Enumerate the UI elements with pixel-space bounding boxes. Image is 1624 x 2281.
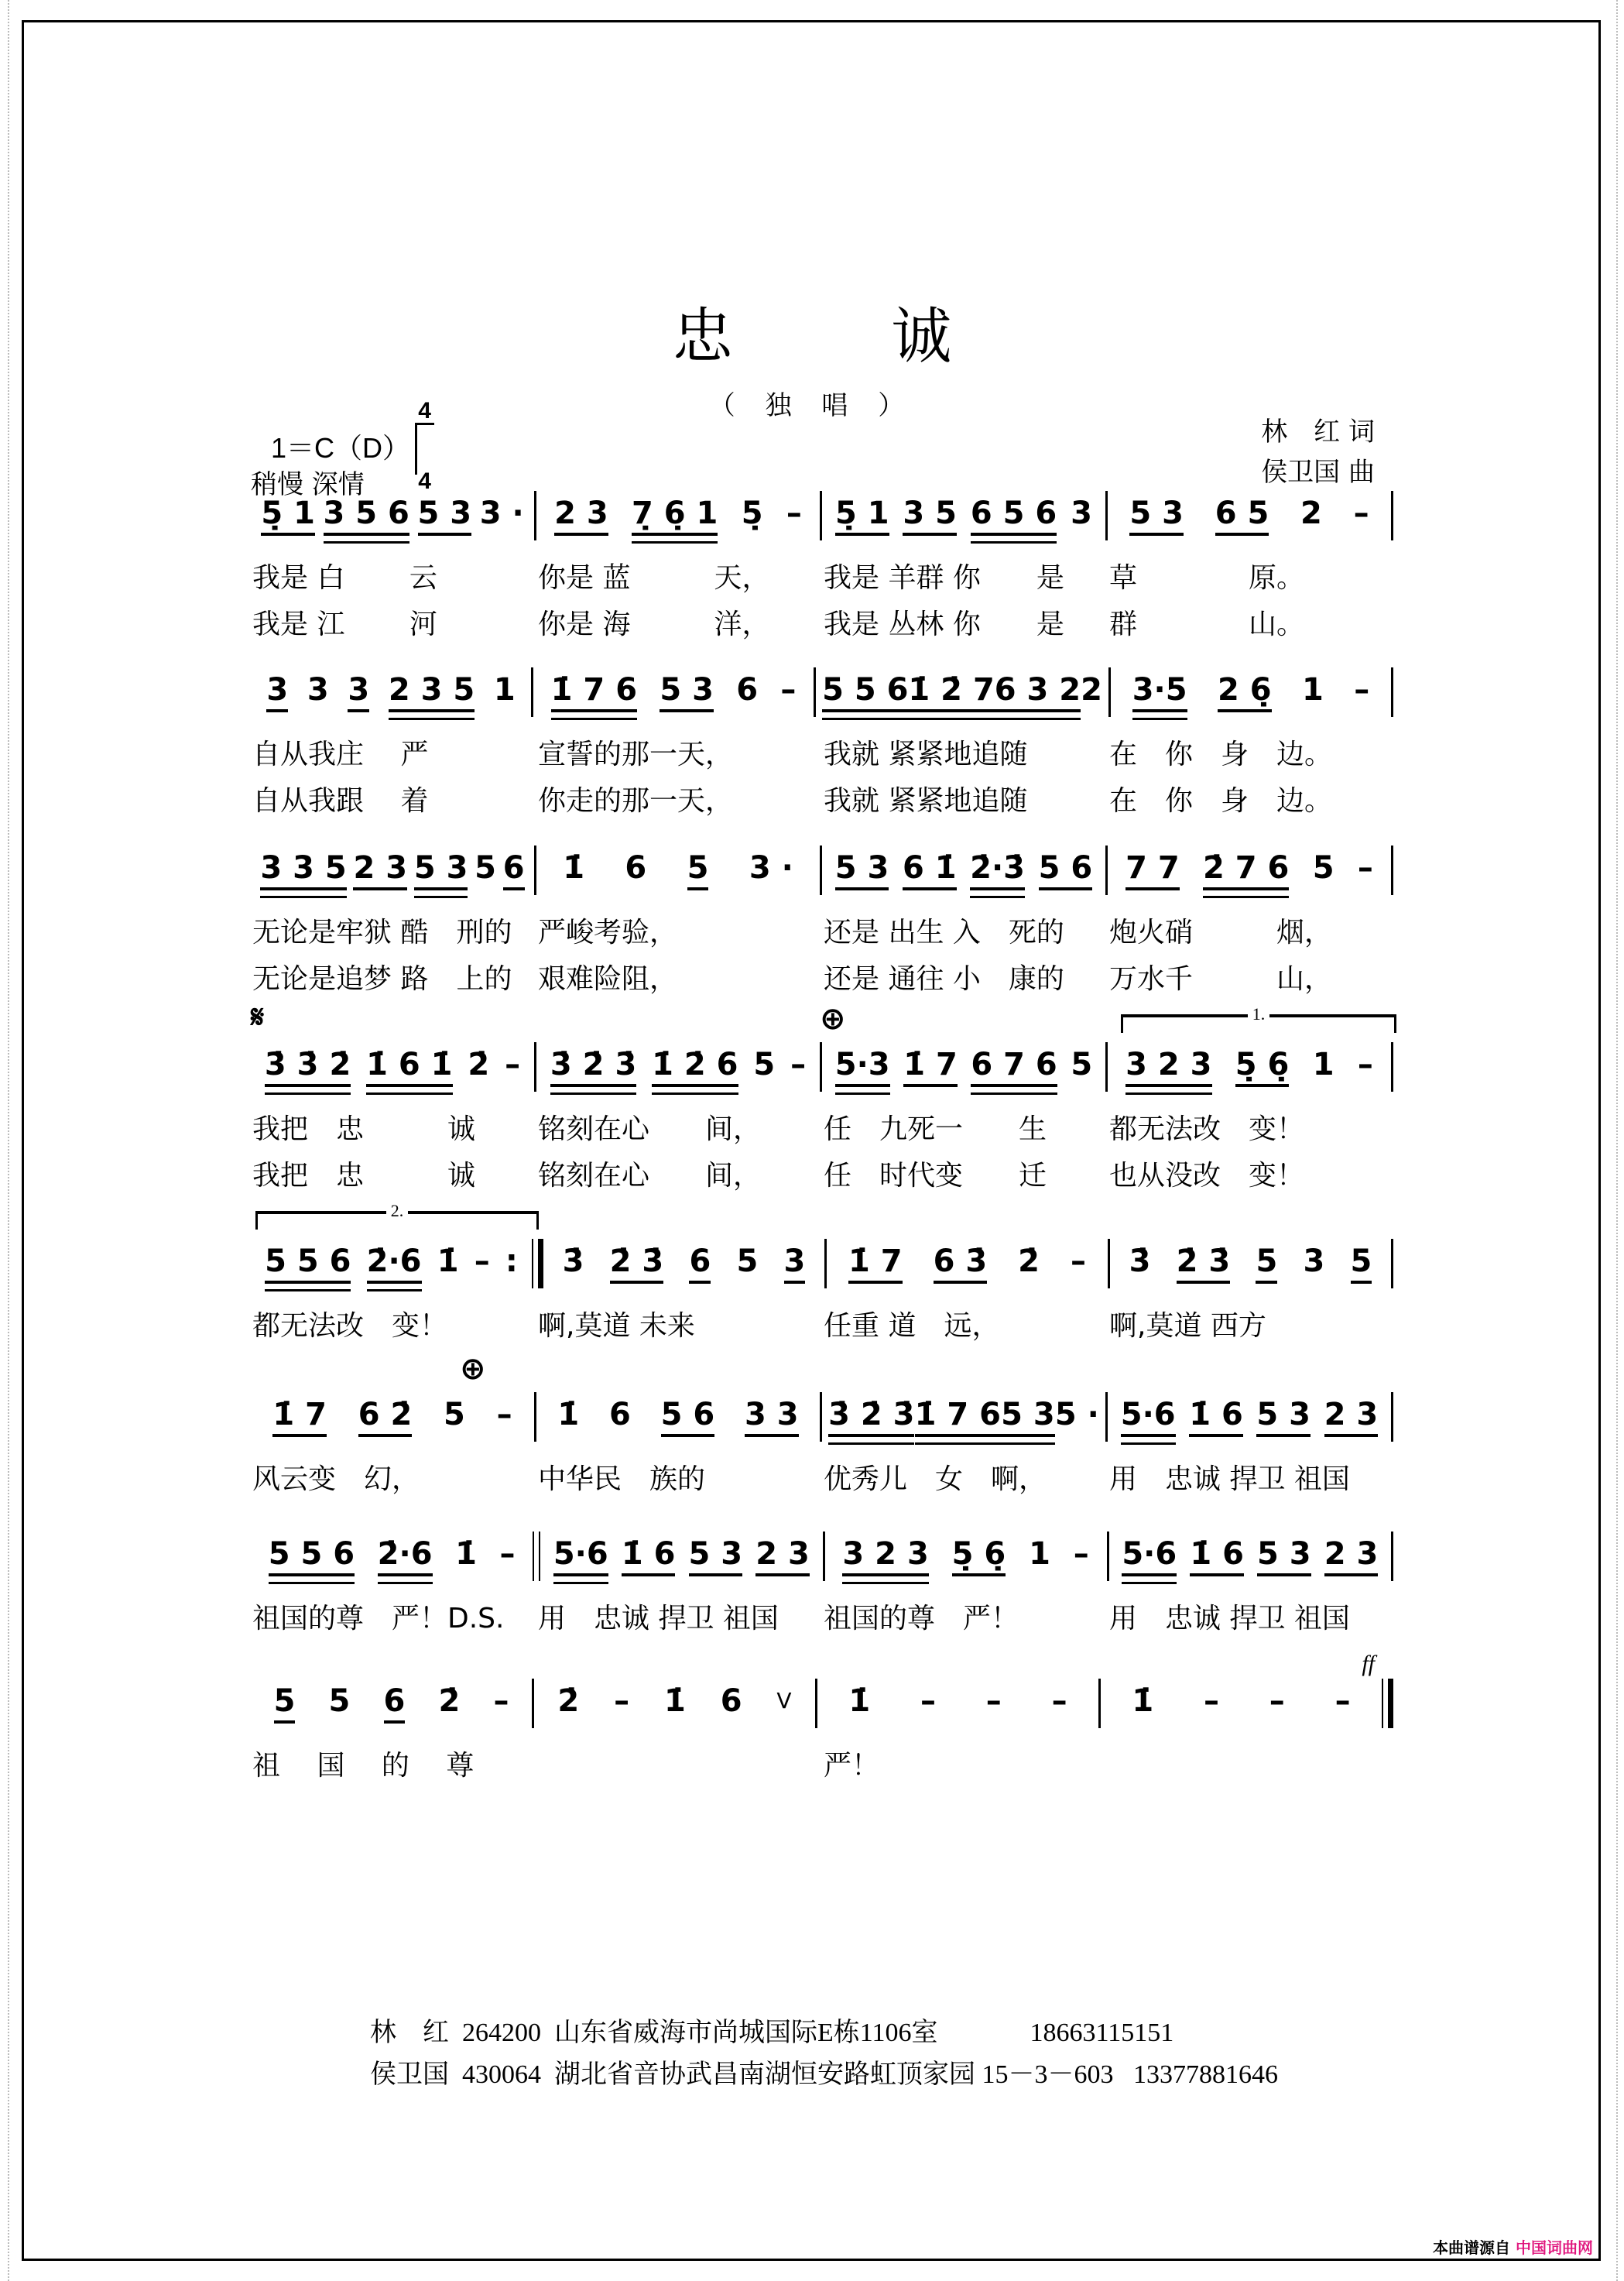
note-group: 6 7 6 [971, 1047, 1057, 1087]
note-group: – [1357, 850, 1373, 886]
lyric-segment: 草 原。 [1109, 562, 1305, 594]
note-group: 1 [1029, 1536, 1050, 1572]
measure [533, 672, 814, 712]
note-group: 5 [274, 1683, 296, 1724]
note-group: 1̇ [437, 1243, 459, 1279]
note-group: 2 3 [1324, 1397, 1379, 1437]
note-group: 1̇ 6 [1190, 1536, 1244, 1576]
note-group: – [474, 1243, 490, 1279]
lyrics-verse-1 [251, 917, 1393, 949]
lyric-segment: 我把 忠 诚 [252, 1160, 476, 1192]
note-group: 5 3 [418, 496, 472, 536]
measure [1108, 496, 1391, 536]
measure [543, 1243, 824, 1284]
note-group: 3̇ [1129, 1243, 1151, 1279]
note-group: 5 3 [1257, 1536, 1311, 1576]
note-group: 2 3 [1324, 1536, 1379, 1576]
note-group: – [985, 1683, 1002, 1719]
note-group: 5̣ 6̣ [1235, 1047, 1290, 1087]
note-group: 5 [1351, 1243, 1372, 1284]
lyric-segment: 宣誓的那一天， [538, 739, 734, 770]
note-group: 2 6̣ [1218, 672, 1272, 712]
note-group: 1̇ 7 6 [915, 1397, 1001, 1437]
bar-line [1391, 1532, 1393, 1581]
score-row [251, 1651, 1393, 1782]
lyrics-verse-1 [251, 562, 1393, 595]
note-group: 6 3 2 [995, 672, 1081, 712]
measure [1111, 672, 1391, 712]
note-group: 5 [736, 1243, 759, 1279]
notes-line [251, 836, 1393, 890]
note-group: 3 [266, 672, 288, 712]
footer-line-2: 侯卫国 430064 湖北省音协武昌南湖恒安路虹顶家园 15－3－603 13377881646 [370, 2060, 1278, 2089]
note-group: 2̇·6 [367, 1243, 422, 1284]
lyric-segment: 我把 忠 诚 [252, 1113, 476, 1145]
note-group: 2̇ 3̇ [1177, 1243, 1231, 1284]
note-group: 5 3 [1001, 1397, 1055, 1437]
measure [540, 1536, 822, 1576]
score-row [251, 1522, 1393, 1635]
note-group: 1̇ [1132, 1683, 1154, 1719]
note-group: 6 [503, 850, 525, 890]
notes-line [251, 658, 1393, 712]
note-group: 5 3 [689, 1536, 743, 1576]
measure [536, 1047, 820, 1087]
lyric-segment: 任重 道 远， [824, 1310, 1000, 1342]
measure [1108, 850, 1391, 890]
note-group: 5·6 [1121, 1397, 1176, 1437]
note-group: 2̇ [468, 1047, 490, 1082]
note-group: 3̇ [562, 1243, 584, 1279]
lyric-segment: 任 时代变 迁 [824, 1160, 1047, 1192]
song-subtitle: （ 独 唱 ） [708, 390, 916, 421]
note-group: – [786, 496, 802, 531]
note-group: 6 [384, 1683, 406, 1724]
note-group: 6 [609, 1397, 631, 1432]
note-group: 5 3 [1129, 496, 1184, 536]
note-group: 5 [753, 1047, 776, 1082]
note-group: 5 5 6 [265, 1243, 351, 1284]
lyric-segment: 铭刻在心 间， [538, 1113, 762, 1145]
note-group: 3 5 6 [324, 496, 409, 536]
note-group: 6 [720, 1683, 742, 1719]
lyrics-verse-2 [251, 785, 1393, 818]
measure [822, 1397, 1105, 1437]
lyric-segment: 中华民 族的 [538, 1463, 706, 1495]
note-group: 6 5 6 [971, 496, 1057, 536]
measure [534, 1683, 815, 1724]
note-group: – [1070, 1243, 1086, 1279]
bar-line [1391, 1239, 1393, 1288]
lyric-segment: 用 忠诚 捍卫 祖国 [538, 1603, 779, 1634]
note-group: – [1334, 1683, 1351, 1719]
note-group: – [614, 1683, 630, 1719]
measure [1108, 1047, 1391, 1087]
note-group: 1 [1312, 1047, 1334, 1082]
lyric-segment [1108, 1750, 1393, 1782]
measure [825, 1536, 1107, 1576]
note-group: 1̇ [455, 1536, 477, 1572]
bar-line [1391, 667, 1393, 717]
song-title: 忠 诚 [672, 302, 1022, 372]
note-group: 3 [1071, 496, 1092, 531]
note-group: 1̇ 6 1̇ [366, 1047, 452, 1087]
lyric-segment: 自从我庄 严 [252, 739, 429, 770]
lyrics-verse-2 [251, 1160, 1393, 1192]
watermark-site: 中国词曲网 [1516, 2238, 1593, 2257]
note-group: 5̣ 1 [261, 496, 315, 536]
measure [822, 496, 1105, 536]
note-group: V [776, 1688, 792, 1713]
lyrics-verse-1 [251, 1310, 1393, 1343]
score-row [251, 1000, 1393, 1192]
volta-bracket [255, 1201, 539, 1230]
note-group: 5 [444, 1397, 465, 1432]
note-group: – [505, 1047, 521, 1082]
note-group: 1̇ [848, 1683, 871, 1719]
note-group: 1̇ 2̇ 7 [908, 672, 994, 712]
note-group: 3 [1303, 1243, 1325, 1279]
coda-sign: ⊕ [460, 1351, 486, 1387]
lyric-segment: 还是 通往 小 康的 [824, 963, 1064, 995]
note-group: 3 · [479, 496, 524, 531]
lyrics-verse-1 [251, 1750, 1393, 1782]
note-group: 2 3 [755, 1536, 810, 1576]
note-group: – [499, 1536, 516, 1572]
note-group: 5̣ [741, 496, 763, 531]
measure [1108, 1397, 1391, 1437]
note-group: 7̣ 6̣ 1 [632, 496, 718, 536]
key-label: 1＝C（D） [271, 432, 411, 464]
note-group: 2 3 [554, 496, 608, 536]
lyric-segment: 祖国的尊 严！D.S. [252, 1603, 505, 1634]
lyric-segment: 优秀儿 女 啊， [824, 1463, 1047, 1495]
volta-number: 1. [1248, 1004, 1270, 1024]
lyric-segment: 我是 羊群 你 是 [824, 562, 1064, 594]
time-bar [415, 423, 434, 475]
note-group: – [780, 672, 797, 708]
notes-line [251, 1033, 1393, 1087]
note-group: – [1073, 1536, 1089, 1572]
volta-number: 2. [386, 1201, 409, 1220]
note-group: 3 3 [745, 1397, 799, 1437]
note-group: 1̇ 6 [622, 1536, 676, 1576]
note-group: 2 3 [353, 850, 407, 890]
notes-line [251, 1522, 1393, 1576]
notes-line [251, 482, 1393, 536]
measure [251, 1047, 534, 1087]
note-group: 3 3 5 [260, 850, 346, 890]
note-group: 2̇ [1018, 1243, 1040, 1279]
note-group: 5 5 6 [822, 672, 908, 712]
lyric-segment: 我是 江 河 [252, 609, 437, 640]
lyric-segment: 我是 白 云 [252, 562, 437, 594]
lyric-segment: 啊,莫道 未来 [538, 1310, 695, 1342]
note-group: 1̇ [563, 850, 585, 886]
note-group: 1 [493, 672, 516, 708]
lyric-segment: 严峻考验， [538, 917, 678, 948]
note-group: 1̇ [663, 1683, 686, 1719]
note-group: 5 6 [1039, 850, 1093, 890]
note-group: 5 [1071, 1047, 1093, 1082]
measure [536, 1397, 820, 1437]
source-watermark [1433, 2235, 1593, 2258]
note-group: 2̇ 3̇ [610, 1243, 664, 1284]
lyric-segment: 在 你 身 边。 [1109, 785, 1333, 817]
note-group: 5̣ 6̣ [952, 1536, 1006, 1576]
note-group: 5 3 [835, 850, 889, 890]
lyric-segment [536, 1750, 822, 1782]
note-group: 5 [475, 850, 497, 886]
note-group: 2̇·3̇ [970, 850, 1025, 890]
lyrics-verse-2 [251, 609, 1393, 641]
score-row [251, 836, 1393, 996]
note-group: 6 [689, 1243, 711, 1284]
notes-line [251, 1383, 1393, 1437]
lyric-segment: 你走的那一天， [538, 785, 734, 817]
note-group: 5 [687, 850, 709, 890]
note-group: 1̇ 6 [1189, 1397, 1243, 1437]
bar-line [1391, 1042, 1393, 1092]
note-group: – [1269, 1683, 1285, 1719]
lyrics-verse-1 [251, 1113, 1393, 1146]
note-group: 2 3 5 [389, 672, 475, 712]
note-group: 6 [625, 850, 647, 886]
note-group: 1 [1301, 672, 1324, 708]
footer-line-1: 林 红 264200 山东省威海市尚城国际E栋1106室 18663115151 [370, 2019, 1174, 2047]
measure [251, 1536, 533, 1576]
composer-credit: 侯卫国 曲 [1261, 457, 1375, 488]
lyric-segment: 我就 紧紧地追随 [824, 739, 1028, 770]
coda-sign: ⊕ [820, 1001, 846, 1037]
note-group: 5 [1312, 850, 1334, 886]
lyric-segment: 炮火硝 烟， [1109, 917, 1333, 948]
note-group: 3 · [749, 850, 793, 886]
lyric-segment: 铭刻在心 间， [538, 1160, 762, 1192]
lyric-segment: 啊,莫道 西方 [1109, 1310, 1266, 1342]
lyric-segment: 我是 丛林 你 是 [824, 609, 1064, 640]
note-group: 5 3 [414, 850, 468, 890]
note-group: 6 3̇ [934, 1243, 988, 1284]
note-group: 3·5 [1132, 672, 1187, 712]
bar-line [1382, 1679, 1393, 1728]
note-group: 3 [348, 672, 369, 712]
measure [251, 496, 534, 536]
note-group: – [1353, 496, 1369, 531]
note-group: 2 [1300, 496, 1322, 531]
time-signature [415, 400, 434, 493]
lyric-segment: 万水千 山， [1109, 963, 1333, 995]
time-top: 4 [418, 398, 431, 424]
note-group: 2̇ [438, 1683, 461, 1719]
score-row [251, 1201, 1393, 1343]
lyric-segment: 也从没改 变！ [1109, 1160, 1305, 1192]
score-row [251, 658, 1393, 818]
bar-line [1391, 846, 1393, 895]
note-group: 3 2 3 [842, 1536, 928, 1576]
note-group: – [1354, 672, 1370, 708]
note-group: 3 [307, 672, 329, 708]
notes-line [251, 1230, 1393, 1284]
lyric-segment: 艰难险阻， [538, 963, 678, 995]
measure [251, 850, 534, 890]
note-group: 6 2̇ [358, 1397, 413, 1437]
note-group: : [505, 1243, 518, 1279]
lyric-segment: 你是 蓝 天， [538, 562, 770, 594]
note-group: 6 [736, 672, 759, 708]
measure [251, 1397, 534, 1437]
note-group: 2̇ 7 6 [1203, 850, 1289, 890]
lyric-segment: 严！ [824, 1750, 880, 1782]
lyric-segment: 在 你 身 边。 [1109, 739, 1333, 770]
note-group: 6 1̇ [903, 850, 957, 890]
tempo-marking: 稍慢 深情 [251, 469, 365, 500]
note-group: 5·6 [553, 1536, 608, 1576]
lyrics-verse-1 [251, 739, 1393, 771]
lyric-segment: 用 忠诚 捍卫 祖国 [1109, 1603, 1350, 1634]
measure [251, 672, 531, 712]
lyric-segment: 都无法改 变！ [1109, 1113, 1305, 1145]
measure [827, 1243, 1108, 1284]
lyric-segment: 祖 国 的 尊 [252, 1750, 475, 1782]
dynamic-marking: ff [1362, 1651, 1375, 1676]
note-group: 1̇ 7 [903, 1047, 958, 1087]
bar-line [1391, 491, 1393, 540]
lyric-segment: 自从我跟 着 [252, 785, 429, 817]
note-group: 2 [1081, 672, 1102, 708]
note-group: 5 3 [660, 672, 714, 712]
note-group: 1̇ 2̇ 6 [652, 1047, 738, 1087]
volta-bracket [1121, 1004, 1396, 1033]
bar-line [533, 1532, 540, 1581]
note-group: 3 2 3 [1125, 1047, 1211, 1087]
note-group: 3̇ 3̇ 2̇ [265, 1047, 351, 1087]
note-group: 6 5 [1215, 496, 1269, 536]
note-group: 1̇ [557, 1397, 580, 1432]
measure [1110, 1243, 1391, 1284]
note-group: – [1051, 1683, 1067, 1719]
note-group: 3 [784, 1243, 806, 1284]
lyric-segment: 祖国的尊 严！ [824, 1603, 1019, 1634]
notes-line [251, 1669, 1393, 1724]
segno-sign: 𝄋 [251, 1000, 265, 1035]
lyricist-credit: 林 红 词 [1261, 417, 1375, 448]
note-group: – [790, 1047, 807, 1082]
measure [822, 1047, 1105, 1087]
lyric-segment: 都无法改 变！ [252, 1310, 448, 1342]
lyric-segment: 无论是牢狱 酷 刑的 [252, 917, 512, 948]
lyrics-verse-1 [251, 1463, 1393, 1496]
bar-line [1391, 1392, 1393, 1442]
measure [1109, 1536, 1391, 1576]
measure [816, 672, 1108, 712]
note-group: 5 5 6 [269, 1536, 355, 1576]
note-group: 1̇ 7 6 [551, 672, 637, 712]
time-bottom: 4 [418, 468, 431, 494]
watermark-prefix: 本曲谱源自 [1433, 2238, 1511, 2257]
lyric-segment: 你是 海 洋， [538, 609, 770, 640]
note-group: 3 5 [903, 496, 957, 536]
note-group: – [1204, 1683, 1220, 1719]
measure [1101, 1683, 1382, 1724]
note-group: 5·3 [835, 1047, 890, 1087]
lyric-segment: 无论是追梦 路 上的 [252, 963, 512, 995]
note-group: 5·6 [1122, 1536, 1177, 1576]
lyrics-verse-2 [251, 963, 1393, 996]
note-group: 3̇ 2̇ 3̇ [550, 1047, 636, 1087]
note-group: 5 [328, 1683, 351, 1719]
lyric-segment: 我就 紧紧地追随 [824, 785, 1028, 817]
score-row [251, 1351, 1393, 1496]
note-group: 5 3 [1256, 1397, 1311, 1437]
measure [251, 1683, 532, 1724]
lyric-segment: 任 九死一 生 [824, 1113, 1047, 1145]
note-group: 2̇·6 [378, 1536, 433, 1576]
note-group: 5̣ 1 [835, 496, 889, 536]
note-group: 7 7 [1125, 850, 1180, 890]
note-group: 1̇ 7 [272, 1397, 327, 1437]
score-row [251, 482, 1393, 641]
measure [822, 850, 1105, 890]
measure [817, 1683, 1098, 1724]
note-group: 1̇ 7 [848, 1243, 903, 1284]
note-group: 5 6 [661, 1397, 715, 1437]
lyrics-verse-1 [251, 1603, 1393, 1635]
measure [536, 496, 820, 536]
note-group: – [496, 1397, 512, 1432]
lyric-segment: 还是 出生 入 死的 [824, 917, 1064, 948]
lyric-segment: 用 忠诚 捍卫 祖国 [1109, 1463, 1350, 1495]
note-group: 5 · [1054, 1397, 1099, 1432]
bar-line [532, 1239, 543, 1288]
lyric-segment: 群 山。 [1109, 609, 1305, 640]
note-group: 3̇ 2̇ 3̇ [828, 1397, 914, 1437]
measure [251, 1243, 532, 1284]
note-group: – [920, 1683, 937, 1719]
measure [536, 850, 820, 890]
note-group: – [493, 1683, 509, 1719]
note-group: – [1357, 1047, 1373, 1082]
note-group: 5 [1256, 1243, 1277, 1284]
lyric-segment: 风云变 幻， [252, 1463, 420, 1495]
note-group: 2̇ [557, 1683, 580, 1719]
